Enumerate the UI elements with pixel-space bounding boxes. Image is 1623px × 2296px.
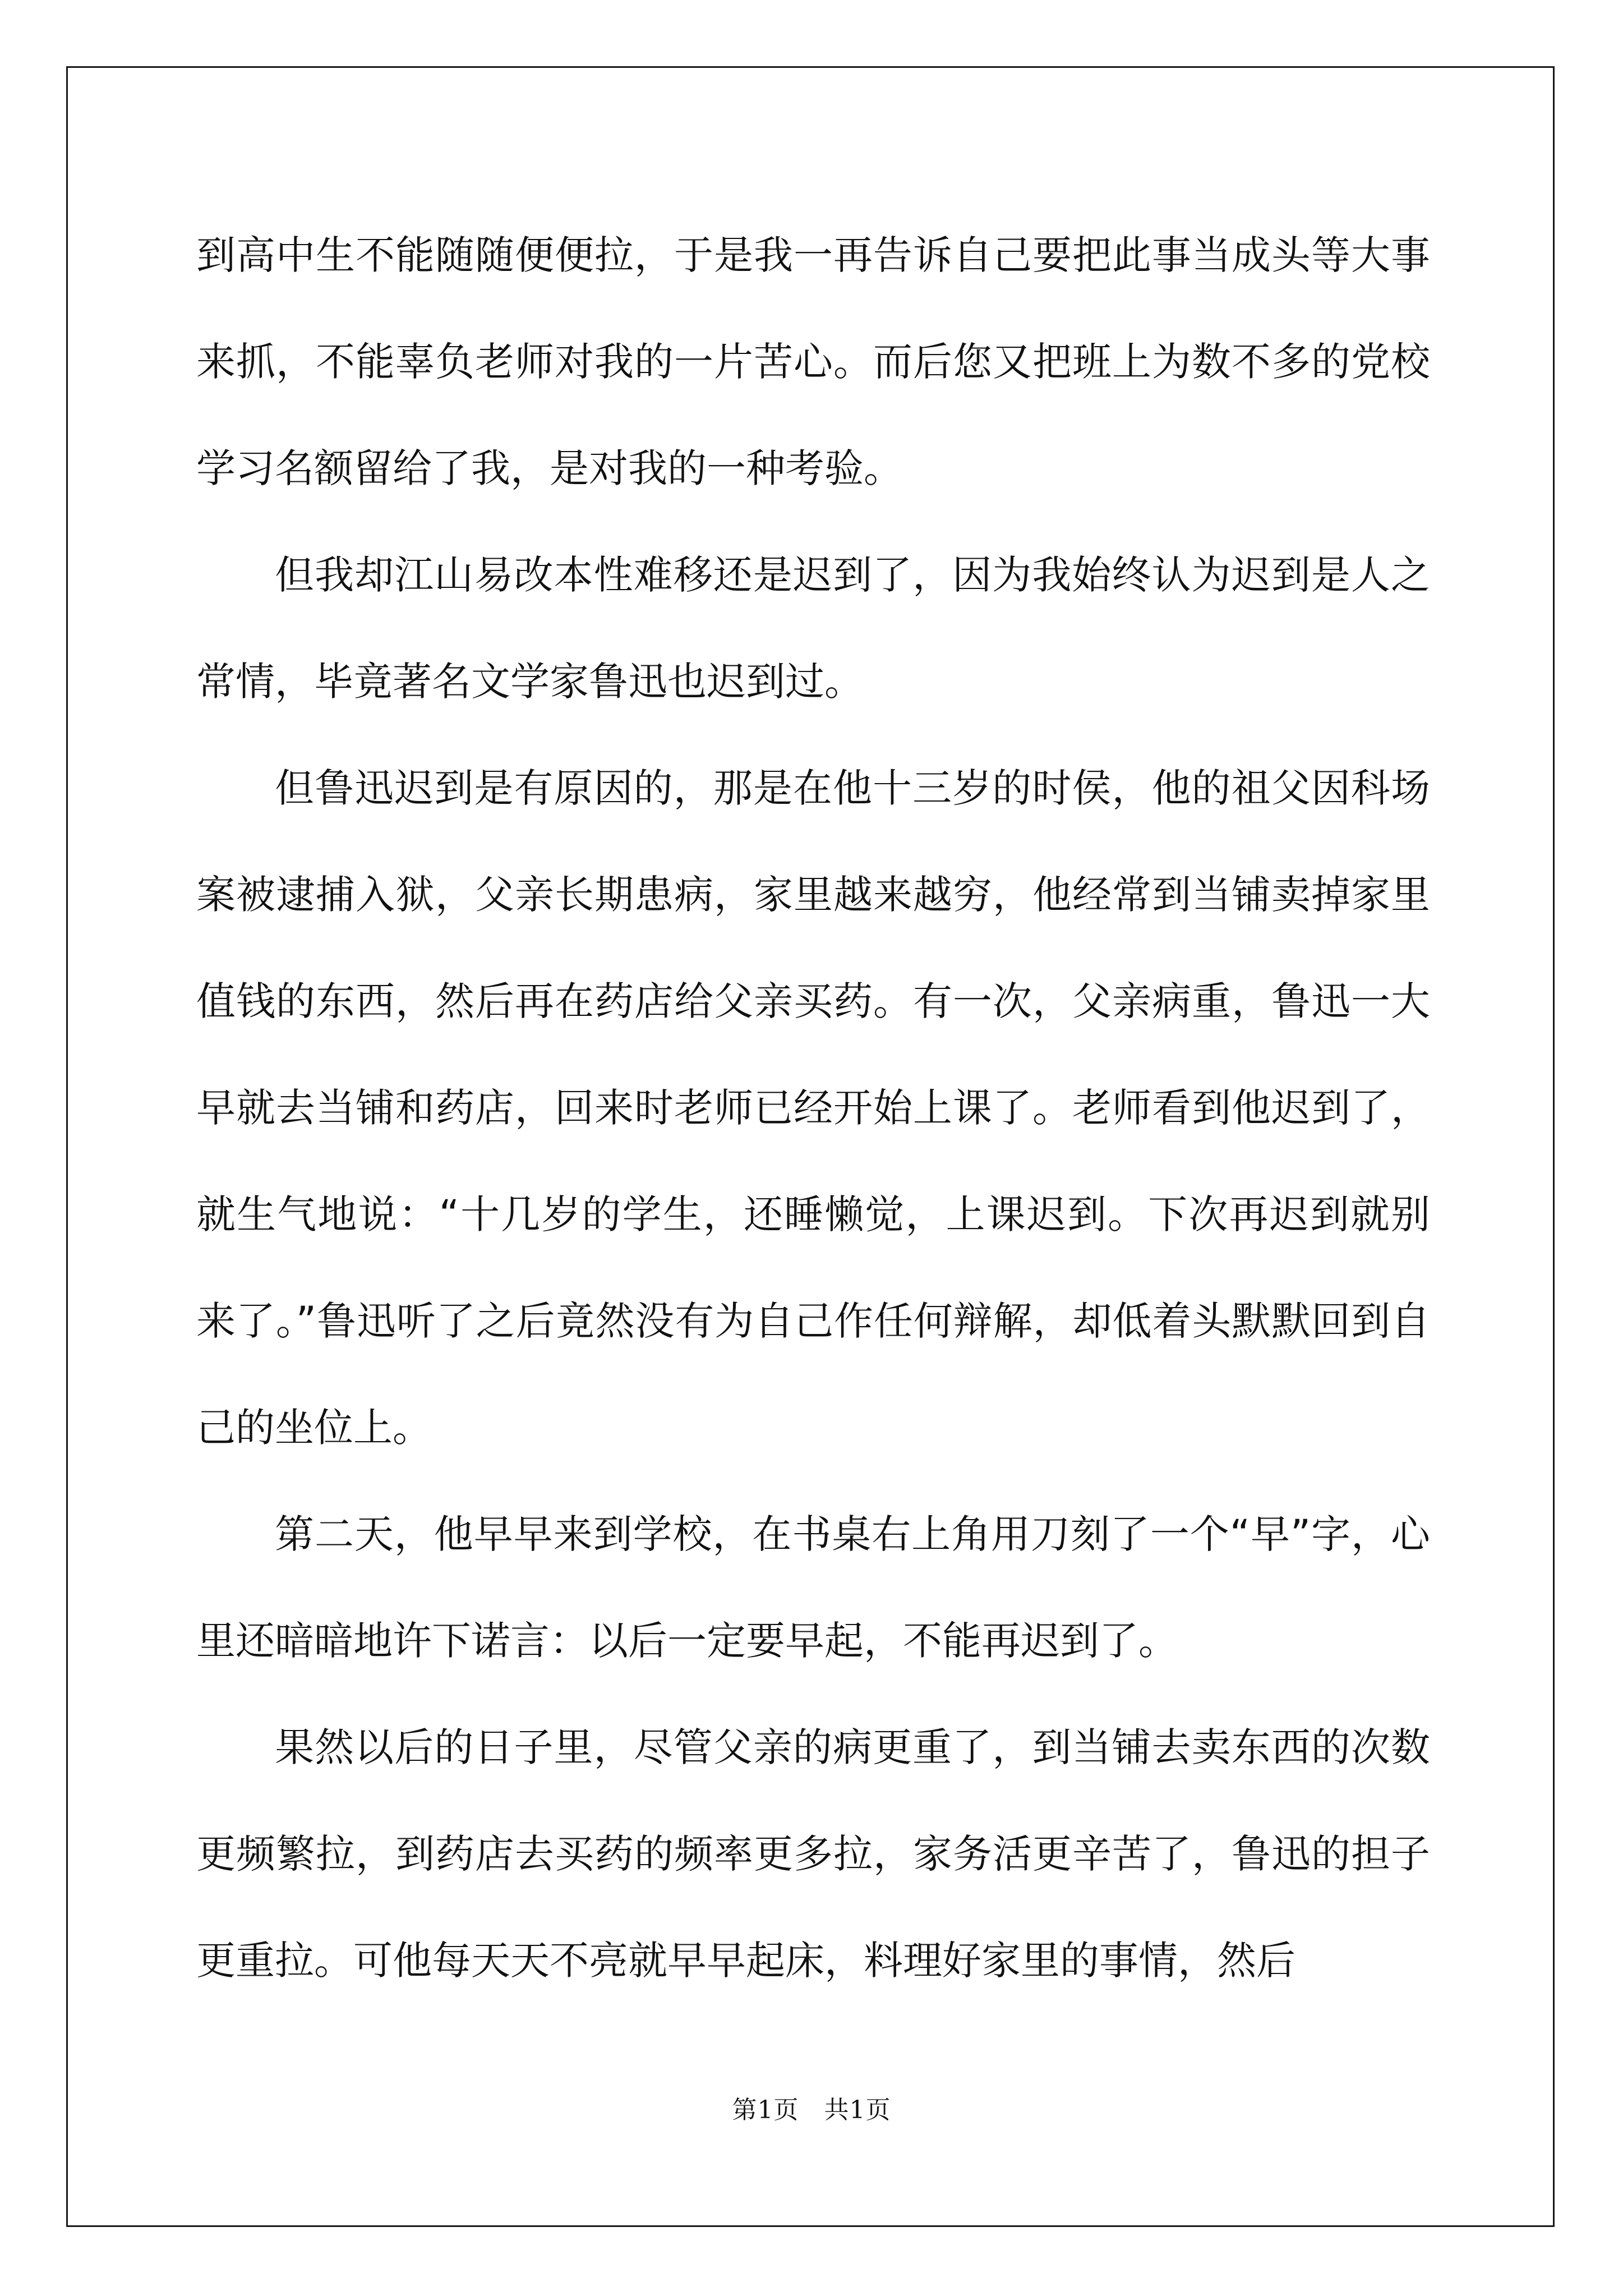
page-number-footer: 第1页 共1页 [732, 2096, 891, 2124]
paragraph-3: 但鲁迅迟到是有原因的，那是在他十三岁的时侯，他的祖父因科场案被逮捕入狱，父亲长期患病，家里越来越穷，他经常到当铺卖掉家里值钱的东西，然后再在药店给父亲买药。有一次，父亲病重，鲁迅一大早就去当铺和药店，回来时老师已经开始上课了。老师看到他迟到了，就生气地说：“十几岁的学生，还睡懒觉，上课迟到。下次再迟到就别来了。”鲁迅听了之后竟然没有为自己作任何辩解，却低着头默默回到自己的坐位上。 [196, 765, 1430, 1451]
paragraph-1: 到高中生不能随随便便拉，于是我一再告诉自己要把此事当成头等大事来抓，不能辜负老师对我的一片苦心。而后您又把班上为数不多的党校学习名额留给了我，是对我的一种考验。 [196, 232, 1430, 491]
document-body [196, 202, 1430, 2014]
paragraph-5: 果然以后的日子里，尽管父亲的病更重了，到当铺去卖东西的次数更频繁拉，到药店去买药的频率更多拉，家务活更辛苦了，鲁迅的担子更重拉。可他每天天不亮就早早起床，料理好家里的事情，然后 [196, 1724, 1430, 1984]
paragraph-2: 但我却江山易改本性难移还是迟到了，因为我始终认为迟到是人之常情，毕竟著名文学家鲁迅也迟到过。 [196, 552, 1430, 705]
paragraph-4: 第二天，他早早来到学校，在书桌右上角用刀刻了一个“早”字，心里还暗暗地许下诺言：以后一定要早起，不能再迟到了。 [196, 1511, 1430, 1664]
